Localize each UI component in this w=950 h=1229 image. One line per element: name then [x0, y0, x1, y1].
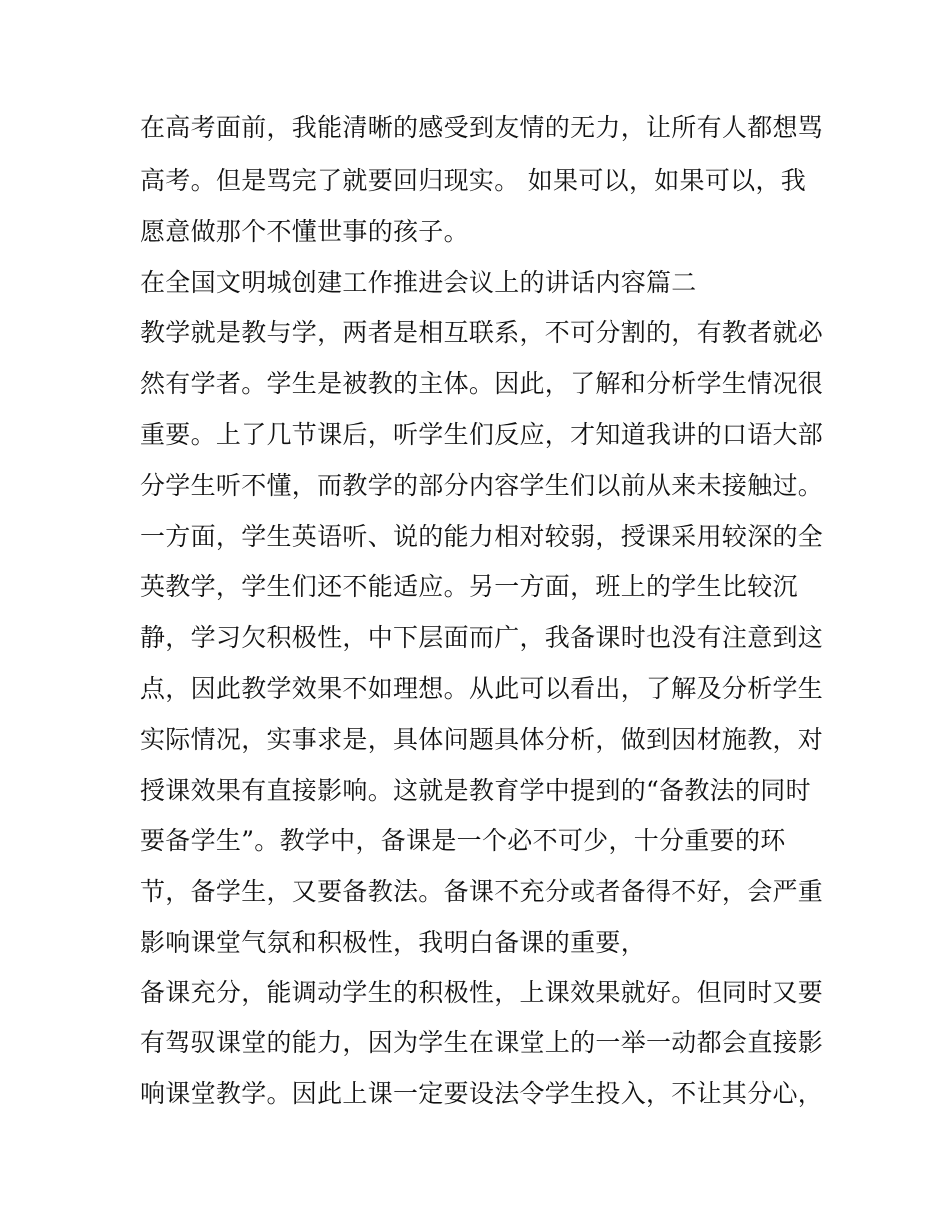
- text-line: 一方面，学生英语听、说的能力相对较弱，授课采用较深的全: [140, 522, 824, 551]
- section-heading: 在全国文明城创建工作推进会议上的讲话内容篇二: [140, 268, 697, 297]
- text-line: 节，备学生，又要备教法。备课不充分或者备得不好，会严重: [140, 877, 824, 906]
- text-line: 影响课堂气氛和积极性，我明白备课的重要，: [140, 928, 647, 957]
- text-line: 备课充分，能调动学生的积极性，上课效果就好。但同时又要: [140, 978, 824, 1007]
- text-line: 响课堂教学。因此上课一定要设法令学生投入，不让其分心，: [140, 1079, 824, 1108]
- text-line: 要备学生”。教学中，备课是一个必不可少，十分重要的环: [140, 826, 786, 855]
- text-line: 点，因此教学效果不如理想。从此可以看出，了解及分析学生: [140, 674, 824, 703]
- text-line: 静，学习欠积极性，中下层面而广，我备课时也没有注意到这: [140, 623, 824, 652]
- text-line: 有驾驭课堂的能力，因为学生在课堂上的一举一动都会直接影: [140, 1028, 824, 1057]
- text-line: 重要。上了几节课后，听学生们反应，才知道我讲的口语大部: [140, 420, 824, 449]
- text-line: 英教学，学生们还不能适应。另一方面，班上的学生比较沉: [140, 572, 798, 601]
- text-line: 分学生听不懂，而教学的部分内容学生们以前从来未接触过。: [140, 471, 824, 500]
- text-line: 愿意做那个不懂世事的孩子。: [140, 217, 469, 246]
- text-line: 实际情况，实事求是，具体问题具体分析，做到因材施教，对: [140, 725, 824, 754]
- text-line: 然有学者。学生是被教的主体。因此，了解和分析学生情况很: [140, 369, 824, 398]
- text-line: 教学就是教与学，两者是相互联系，不可分割的，有教者就必: [140, 318, 824, 347]
- text-line: 高考。但是骂完了就要回归现实。 如果可以，如果可以，我: [140, 166, 807, 195]
- text-line: 授课效果有直接影响。这就是教育学中提到的“备教法的同时: [140, 776, 811, 805]
- text-line: 在高考面前，我能清晰的感受到友情的无力，让所有人都想骂: [140, 113, 824, 142]
